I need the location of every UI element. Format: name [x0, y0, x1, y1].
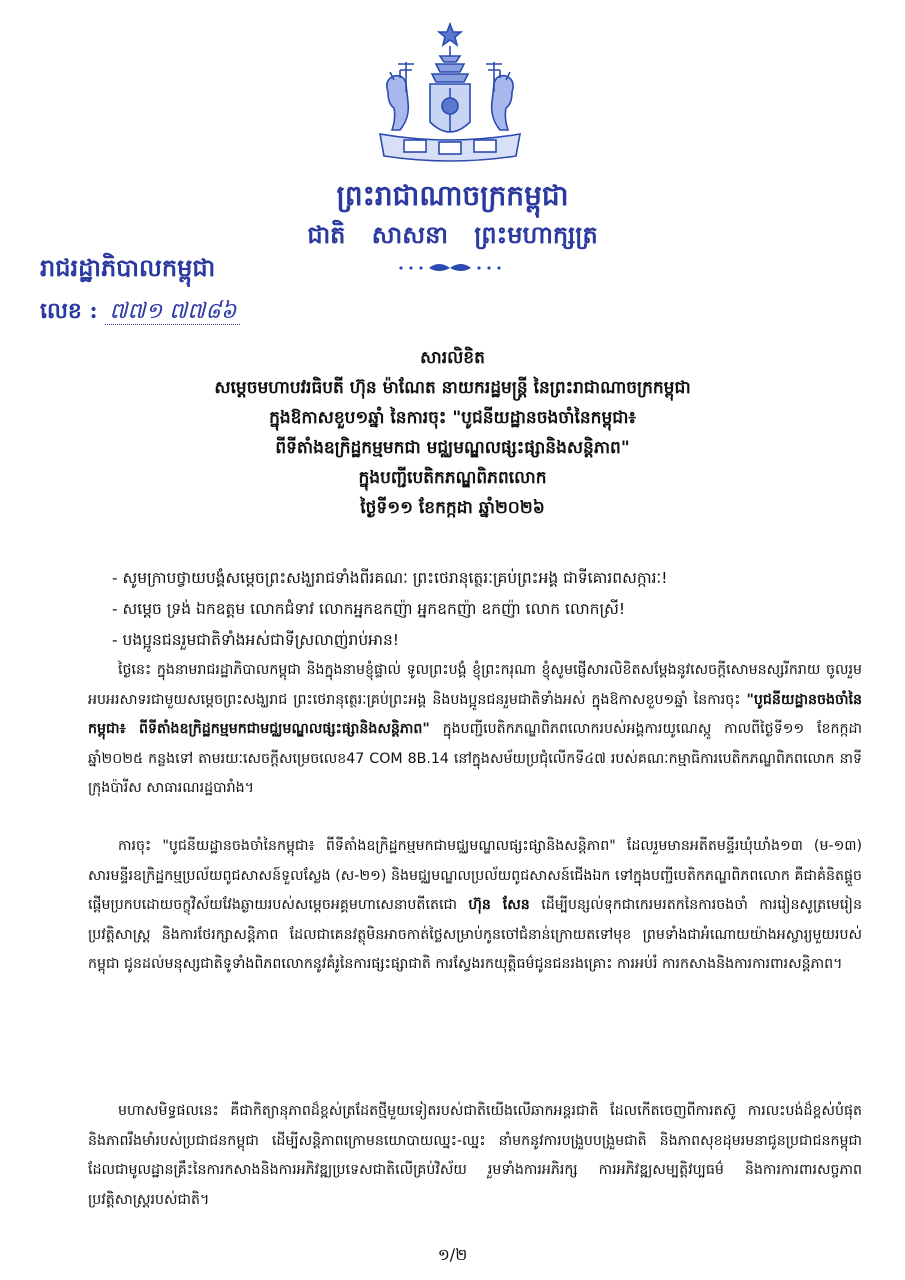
heading-line-2: សម្តេចមហាបវរធិបតី ហ៊ុន ម៉ាណែត នាយករដ្ឋមន្ត្រី នៃព្រះរាជាណាចក្រកម្ពុជា [214, 378, 691, 398]
heading-line-6: ថ្ងៃទី១១ ខែកក្កដា ឆ្នាំ២០២៦ [360, 498, 545, 518]
kingdom-title: ព្រះរាជាណាចក្រកម្ពុជា [336, 179, 569, 212]
heading-line-5: ក្នុងបញ្ជីបេតិកភណ្ឌពិភពលោក [358, 468, 547, 488]
paragraph-text: ក្នុងបញ្ជីបេតិកភណ្ឌពិភពលោករបស់អង្គការយូណេស្កូ កាលពីថ្ងៃទី១១ ខែកក្កដា ឆ្នាំ២០២៥ កន្លងទៅ តាមរយៈសេចក្តីសម្រេចលេខ47 COM 8B.14 នៅក្នុងសម័យប្រជុំលើកទី៤៧ របស់គណៈកម្មាធិការបេតិកភណ្ឌពិភពលោក នាទីក្រុងប៉ារីស សាធារណរដ្ឋបារាំង។ [88, 721, 862, 796]
paragraph-emphasis: ហ៊ុន សែន [468, 897, 530, 913]
heading-line-4: ពីទីតាំងឧក្រិដ្ឋកម្មមកជា មជ្ឈមណ្ឌលផ្សះផ្សានិងសន្តិភាព" [275, 438, 630, 458]
reference-label: លេខ : [40, 298, 98, 324]
government-name: រាជរដ្ឋាភិបាលកម្ពុជា [40, 253, 216, 282]
body-paragraph-2 [88, 832, 862, 980]
paragraph-text: ដើម្បីបន្សល់ទុកជាកេរមរតកនៃការចងចាំ ការរៀនសូត្រមេរៀនប្រវត្តិសាស្ត្រ និងការថែរក្សាសន្តិភាព ដែលជាគេនវត្ថុមិនអាចកាត់ថ្លៃសម្រាប់កូនចៅជំនាន់ក្រោយតទៅមុខ ព្រមទាំងជាអំណោយយ៉ាងអស្ចារ្យមួយរបស់កម្ពុជា ជូនដល់មនុស្សជាតិទូទាំងពិភពលោកនូវគំរូនៃការផ្សះផ្សាជាតិ ការស្វែងរកយុត្តិធម៌ជូនជនរងគ្រោះ ការអប់រំ ការកសាងនិងការការពារសន្តិភាព។ [88, 897, 862, 972]
salutation-item: - បងប្អូនជនរួមជាតិទាំងអស់ជាទីស្រលាញ់រាប់អាន! [112, 631, 399, 649]
national-motto: ជាតិ សាសនា ព្រះមហាក្សត្រ [307, 220, 598, 249]
heading-line-3: ក្នុងឱកាសខួប១ឆ្នាំ នៃការចុះ "បូជនីយដ្ឋានចងចាំនៃកម្ពុជា៖ [269, 408, 636, 428]
document-heading [60, 343, 845, 523]
paragraph-text: ការចុះ "បូជនីយដ្ឋានចងចាំនៃកម្ពុជា៖ ពីទីតាំងឧក្រិដ្ឋកម្មមកជាមជ្ឈមណ្ឌលផ្សះផ្សានិងសន្តិភាព" ដែលរួមមានអតីតមន្ទីរឃុំឃាំង១៣ (ម-១៣) សារមន្ទីរឧក្រិដ្ឋកម្មប្រល័យពូជសាសន៍ទួលស្លែង (ស-២១) និងមជ្ឈមណ្ឌលប្រល័យពូជសាសន៍ជើងឯក ទៅក្នុងបញ្ជីបេតិកភណ្ឌពិភពលោក គឺជាគំនិតផ្តួចផ្តើមប្រកបដោយចក្ខុវិស័យវែងឆ្ងាយរបស់សម្តេចអគ្គមហាសេនាបតីតេជោ [88, 838, 862, 913]
ornament-divider-icon [395, 260, 505, 276]
reference-value: ៧៧១ ៧៧៨៦ [105, 299, 240, 325]
salutation-item: - សម្តេច ទ្រង់ ឯកឧត្តម លោកជំទាវ លោកអ្នកឧកញ៉ា អ្នកឧកញ៉ា ឧកញ៉ា លោក លោកស្រី! [112, 600, 626, 618]
royal-emblem-icon [370, 22, 530, 172]
body-paragraph-1 [88, 656, 862, 804]
heading-line-1: សារលិខិត [420, 348, 485, 368]
paragraph-emphasis: "បូជនីយដ្ឋានចងចាំនៃកម្ពុជា៖ ពីទីតាំងឧក្រិដ្ឋកម្មមកជាមជ្ឈមណ្ឌលផ្សះផ្សានិងសន្តិភាព" [88, 691, 862, 737]
salutation-item: - សូមក្រាបថ្វាយបង្គំសម្តេចព្រះសង្ឃរាជទាំងពីរគណៈ ព្រះថេរានុត្ថេរៈគ្រប់ព្រះអង្គ ជាទីគោរពសក្ការៈ! [112, 569, 668, 587]
page-number: ១/២ [437, 1245, 468, 1264]
reference-number [40, 296, 240, 327]
salutation-list [112, 563, 872, 656]
paragraph-text: ថ្ងៃនេះ ក្នុងនាមរាជរដ្ឋាភិបាលកម្ពុជា និងក្នុងនាមខ្ញុំផ្ទាល់ ទូលព្រះបង្គំ ខ្ញុំព្រះករុណា ខ្ញុំសូមផ្ញើសារលិខិតសម្តែងនូវសេចក្តីសោមនស្សរីករាយ ចូលរួមអបអរសាទរជាមួយសម្តេចព្រះសង្ឃរាជ ព្រះថេរានុត្ថេរៈគ្រប់ព្រះអង្គ និងបងប្អូនជនរួមជាតិទាំងអស់ ក្នុងឱកាសខួប១ឆ្នាំ នៃការចុះ [88, 662, 862, 708]
body-paragraph-3: មហាសមិទ្ធផលនេះ គឺជាកិត្យានុភាពដ៏ខ្ពស់ត្រដែតថ្មីមួយទៀតរបស់ជាតិយើងលើឆាកអន្តរជាតិ ដែលកើតចេញពីការតស៊ូ ការលះបង់ដ៏ខ្ពស់បំផុត និងភាពរឹងមាំរបស់ប្រជាជនកម្ពុជា ដើម្បីសន្តិភាពក្រោមនយោបាយឈ្នះ-ឈ្នះ នាំមកនូវការបង្រួបបង្រួមជាតិ និងភាពសុខដុមរមនាជូនប្រជាជនកម្ពុជា ដែលជាមូលដ្ឋានគ្រឹះនៃការកសាងនិងការអភិវឌ្ឍប្រទេសជាតិលើគ្រប់វិស័យ រួមទាំងការអភិរក្ស ការអភិវឌ្ឍសម្បត្តិវប្បធម៌ និងការការពារសច្ចភាពប្រវត្តិសាស្ត្ររបស់ជាតិ។ [88, 1103, 862, 1208]
